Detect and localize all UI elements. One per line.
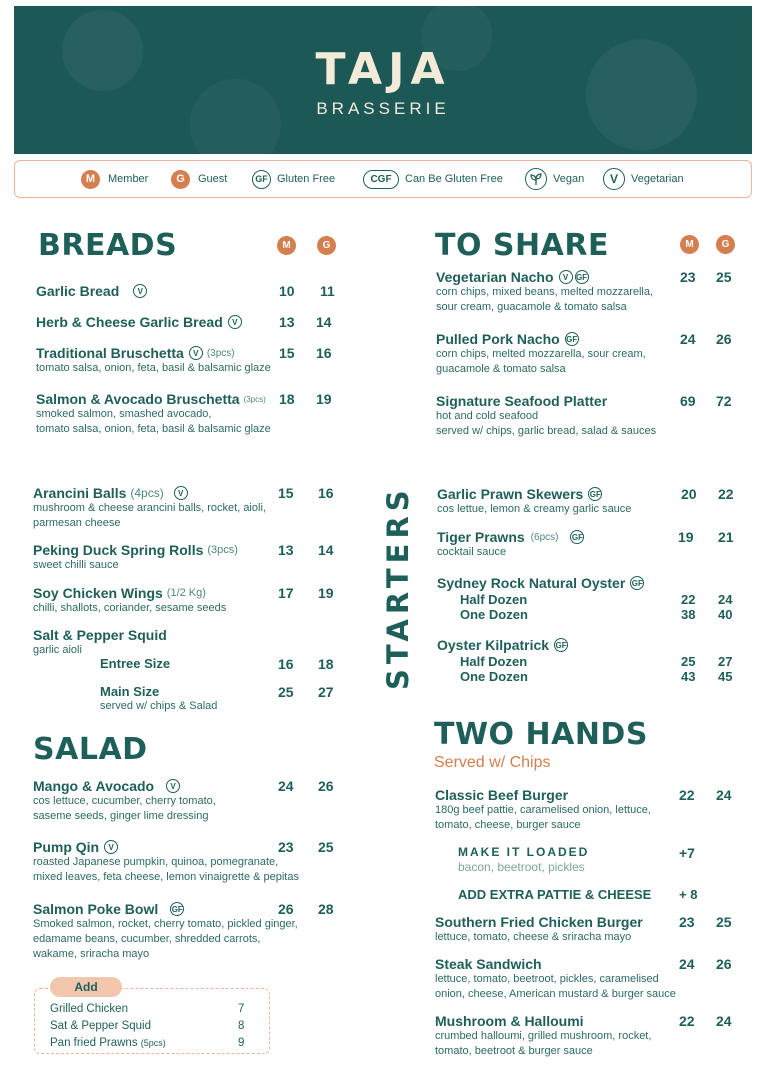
guest-price: 25	[318, 839, 334, 855]
item-desc: cos lettuce, cucumber, cherry tomato,	[33, 795, 216, 807]
guest-price: 27	[718, 654, 733, 669]
guest-badge: G	[317, 236, 336, 255]
item-desc: wakame, sriracha mayo	[33, 948, 150, 960]
upgrade-label: ADD EXTRA PATTIE & CHEESE	[458, 887, 652, 902]
menu-item	[436, 269, 653, 315]
item-name: Pump Qin	[33, 839, 100, 855]
legend-guest-label: Guest	[198, 173, 228, 185]
guest-price: 24	[716, 787, 732, 803]
menu-item	[436, 393, 656, 439]
gluten-free-icon: GF	[588, 487, 602, 501]
guest-price: 72	[716, 393, 732, 409]
gluten-free-icon: GF	[565, 332, 579, 346]
item-desc: tomato, cheese, burger sauce	[435, 819, 581, 831]
guest-price: 27	[318, 684, 334, 700]
menu-item	[33, 839, 299, 885]
item-name: Garlic Bread	[36, 283, 120, 299]
menu-item	[435, 1013, 651, 1059]
starters-label-text: STARTERS	[381, 485, 415, 690]
section-title-two-hands: TWO HANDS	[434, 717, 648, 752]
item-desc: roasted Japanese pumpkin, quinoa, pomegranate,	[33, 856, 279, 868]
menu-item	[33, 585, 226, 616]
member-price: 18	[279, 391, 295, 407]
item-qty: (3pcs)	[243, 394, 266, 404]
vegetarian-icon: V	[228, 315, 242, 329]
guest-price: 16	[318, 485, 334, 501]
guest-price: 19	[316, 391, 332, 407]
legend-guest	[171, 161, 227, 197]
gluten-free-icon: GF	[570, 530, 584, 544]
member-price: 22	[679, 787, 695, 803]
member-price: 24	[278, 778, 294, 794]
item-desc: tomato, beetroot & burger sauce	[435, 1045, 593, 1057]
item-desc: mixed leaves, feta cheese, lemon vinaigrette & pepitas	[33, 871, 299, 883]
legend-vegetarian	[603, 161, 684, 197]
item-desc: guacamole & tomato salsa	[436, 363, 566, 375]
upgrade-price: +7	[679, 845, 695, 861]
legend-vegan-label: Vegan	[553, 173, 585, 185]
size-label: Main Size	[100, 684, 160, 699]
guest-price: 28	[318, 901, 334, 917]
item-desc: sour cream, guacamole & tomato salsa	[436, 301, 627, 313]
member-price: 38	[681, 607, 696, 622]
guest-price: 24	[718, 592, 733, 607]
guest-price: 25	[716, 914, 732, 930]
item-desc: crumbed halloumi, grilled mushroom, rocket,	[435, 1030, 652, 1042]
leaf-icon	[525, 168, 547, 190]
add-on-qty: (5pcs)	[140, 1038, 166, 1048]
member-price: 26	[278, 901, 294, 917]
item-desc: edamame beans, cucumber, shredded carrots,	[33, 933, 261, 945]
legend-vegetarian-label: Vegetarian	[631, 173, 684, 185]
upgrade-label: MAKE IT LOADED	[458, 845, 590, 859]
gluten-free-icon: GF	[252, 170, 271, 189]
add-on-name: Grilled Chicken	[50, 1003, 128, 1015]
member-price: 17	[278, 585, 294, 601]
guest-price: 26	[716, 956, 732, 972]
legend-member-label: Member	[108, 173, 149, 185]
member-price: 15	[279, 345, 295, 361]
member-price: 23	[679, 914, 695, 930]
item-desc: chilli, shallots, coriander, sesame seeds	[33, 602, 227, 614]
item-name: Mango & Avocado	[33, 778, 155, 794]
legend-vegan	[525, 161, 584, 197]
item-name: Southern Fried Chicken Burger	[435, 914, 643, 930]
item-desc: Smoked salmon, rocket, cherry tomato, pickled ginger,	[33, 918, 298, 930]
item-name: Salmon Poke Bowl	[33, 901, 159, 917]
guest-price: 40	[718, 607, 733, 622]
guest-price: 11	[320, 283, 335, 299]
guest-price: 19	[318, 585, 334, 601]
gluten-free-icon: GF	[630, 576, 644, 590]
item-name: Peking Duck Spring Rolls	[33, 542, 204, 558]
member-price: 13	[278, 542, 294, 558]
menu-item	[435, 787, 651, 833]
vegetarian-icon: V	[104, 840, 118, 854]
guest-price: 14	[318, 542, 334, 558]
guest-price: 14	[316, 314, 332, 330]
guest-price: 21	[718, 529, 734, 545]
can-gluten-free-icon: CGF	[363, 170, 399, 189]
member-price: 23	[680, 269, 696, 285]
menu-item	[436, 331, 646, 377]
brand-subtitle: BRASSERIE	[316, 99, 450, 118]
item-desc: garlic aioli	[33, 644, 82, 656]
item-desc: smoked salmon, smashed avocado,	[36, 408, 212, 420]
vegetarian-icon: V	[559, 270, 573, 284]
item-desc: served w/ chips & Salad	[100, 700, 218, 712]
member-price: 25	[278, 684, 294, 700]
item-name: Soy Chicken Wings	[33, 585, 163, 601]
member-price: 15	[278, 485, 294, 501]
member-price: 22	[679, 1013, 695, 1029]
item-desc: 180g beef pattie, caramelised onion, lettuce,	[435, 804, 651, 816]
item-name: Classic Beef Burger	[435, 787, 569, 803]
item-desc: cos lettue, lemon & creamy garlic sauce	[437, 503, 632, 515]
member-price: 24	[680, 331, 696, 347]
item-name: Pulled Pork Nacho	[436, 331, 560, 347]
item-name: Salmon & Avocado Bruschetta	[36, 391, 240, 407]
item-name: Salt & Pepper Squid	[33, 627, 167, 643]
dietary-legend	[14, 160, 752, 198]
gluten-free-icon: GF	[170, 902, 184, 916]
section-title-to-share: TO SHARE	[435, 228, 609, 263]
menu-item	[36, 283, 147, 299]
member-price: 19	[678, 529, 694, 545]
guest-price: 16	[316, 345, 332, 361]
item-qty: (3pcs)	[206, 347, 235, 359]
add-on-price: 8	[238, 1020, 245, 1032]
menu-item	[33, 542, 238, 573]
guest-badge: G	[716, 235, 735, 254]
menu-item	[435, 956, 676, 1002]
item-desc: saseme seeds, ginger lime dressing	[33, 810, 209, 822]
legend-gluten-free	[252, 161, 335, 197]
item-name: Vegetarian Nacho	[436, 269, 554, 285]
menu-item	[437, 529, 584, 560]
item-qty: (6pcs)	[530, 531, 559, 543]
item-qty: (1/2 Kg)	[166, 587, 206, 599]
item-desc: parmesan cheese	[33, 517, 121, 529]
member-price: 25	[681, 654, 696, 669]
item-name: Herb & Cheese Garlic Bread	[36, 314, 223, 330]
member-price: 13	[279, 314, 295, 330]
item-desc: corn chips, melted mozzarella, sour cream,	[436, 348, 646, 360]
menu-item	[435, 914, 643, 945]
guest-price: 24	[716, 1013, 732, 1029]
add-on-row	[50, 1037, 166, 1049]
legend-gf-label: Gluten Free	[277, 173, 336, 185]
section-title-salad: SALAD	[33, 732, 148, 767]
add-on-price: 7	[238, 1003, 245, 1015]
member-price: 24	[679, 956, 695, 972]
guest-badge: G	[171, 170, 190, 189]
size-label: Half Dozen	[460, 592, 528, 607]
add-label: Add	[50, 977, 122, 997]
member-price: 20	[681, 486, 697, 502]
item-qty: (3pcs)	[207, 544, 238, 556]
member-price: 23	[278, 839, 294, 855]
member-price: 16	[278, 656, 294, 672]
legend-can-gf	[363, 161, 503, 197]
gluten-free-icon: GF	[575, 270, 589, 284]
item-desc: hot and cold seafood	[436, 410, 539, 422]
item-desc: corn chips, mixed beans, melted mozzarella,	[436, 286, 654, 298]
item-desc: cocktail sauce	[437, 546, 507, 558]
upgrade-desc: bacon, beetroot, pickles	[458, 860, 585, 874]
add-on-price: 9	[238, 1037, 245, 1049]
member-badge: M	[277, 236, 296, 255]
guest-price: 45	[718, 669, 733, 684]
brand-name: TAJA	[315, 44, 451, 95]
upgrade-price: + 8	[679, 887, 698, 902]
size-label: Entree Size	[100, 656, 171, 671]
item-name: Arancini Balls	[33, 485, 127, 501]
section-title-breads: BREADS	[38, 228, 178, 263]
item-desc: sweet chilli sauce	[33, 559, 119, 571]
legend-cgf-label: Can Be Gluten Free	[405, 173, 503, 185]
menu-item	[36, 314, 242, 330]
vegetarian-icon: V	[189, 346, 203, 360]
vegetarian-icon: V	[603, 168, 625, 190]
item-desc: tomato salsa, onion, feta, basil & balsamic glaze	[36, 362, 271, 374]
menu-item	[33, 901, 298, 962]
size-label: One Dozen	[460, 607, 528, 622]
item-desc: tomato salsa, onion, feta, basil & balsamic glaze	[36, 423, 271, 435]
add-on-name: Pan fried Prawns	[50, 1037, 138, 1049]
menu-item	[33, 485, 266, 531]
member-badge: M	[680, 235, 699, 254]
item-name: Traditional Bruschetta	[36, 345, 184, 361]
item-name: Garlic Prawn Skewers	[437, 486, 584, 502]
legend-member	[81, 161, 148, 197]
size-label: One Dozen	[460, 669, 528, 684]
item-qty: (4pcs)	[130, 486, 164, 500]
gluten-free-icon: GF	[554, 638, 568, 652]
item-name: Signature Seafood Platter	[436, 393, 608, 409]
item-name: Sydney Rock Natural Oyster	[437, 575, 626, 591]
guest-price: 26	[318, 778, 334, 794]
member-price: 22	[681, 592, 696, 607]
vegetarian-icon: V	[174, 486, 188, 500]
vegetarian-icon: V	[133, 284, 147, 298]
menu-item	[437, 486, 631, 517]
member-badge: M	[81, 170, 100, 189]
menu-item	[437, 575, 644, 591]
section-subtitle: Served w/ Chips	[434, 754, 551, 771]
size-label: Half Dozen	[460, 654, 528, 669]
guest-price: 22	[718, 486, 734, 502]
member-price: 43	[681, 669, 696, 684]
add-on-name: Sat & Pepper Squid	[50, 1020, 152, 1032]
item-desc: lettuce, tomato, beetroot, pickles, caramelised	[435, 973, 659, 985]
item-desc: served w/ chips, garlic bread, salad & sauces	[436, 425, 657, 437]
guest-price: 25	[716, 269, 732, 285]
menu-item	[437, 637, 568, 653]
guest-price: 26	[716, 331, 732, 347]
menu-item	[33, 778, 216, 824]
menu-item	[33, 627, 167, 658]
menu-item	[36, 391, 271, 437]
guest-price: 18	[318, 656, 334, 672]
menu-item	[36, 345, 271, 376]
item-desc: onion, cheese, American mustard & burger sauce	[435, 988, 676, 1000]
item-name: Oyster Kilpatrick	[437, 637, 550, 653]
member-price: 10	[279, 283, 295, 299]
vegetarian-icon: V	[166, 779, 180, 793]
member-price: 69	[680, 393, 696, 409]
item-desc: lettuce, tomato, cheese & sriracha mayo	[435, 931, 632, 943]
menu-header	[14, 6, 752, 154]
item-desc: mushroom & cheese arancini balls, rocket, aioli,	[33, 502, 266, 514]
item-name: Mushroom & Halloumi	[435, 1013, 584, 1029]
item-name: Tiger Prawns	[437, 529, 525, 545]
starters-vertical-label	[381, 485, 415, 690]
item-name: Steak Sandwich	[435, 956, 542, 972]
